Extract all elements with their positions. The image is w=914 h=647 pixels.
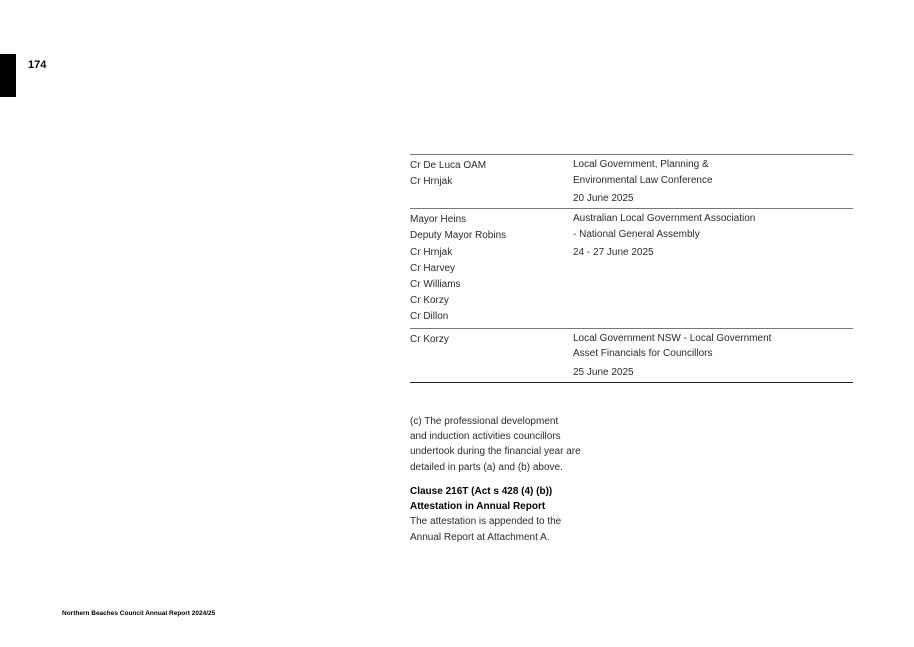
attendee-name: Cr Hrnjak [410,246,453,258]
event-name-line: Asset Financials for Councillors [573,348,713,360]
event-date: 25 June 2025 [573,366,634,378]
event-date: 24 - 27 June 2025 [573,247,654,259]
clause-heading-line: Attestation in Annual Report [410,501,546,513]
page-edge-tab [0,54,16,97]
attendees-cell [410,329,573,382]
table-row [410,209,853,328]
table-row [410,329,853,383]
page-footer: Northern Beaches Council Annual Report 2024/25 [62,610,216,617]
page-number: 174 [28,59,47,71]
attendee-name: Deputy Mayor Robins [410,230,507,242]
attendee-name: Cr Korzy [410,333,449,345]
attendee-name: Cr Dillon [410,311,449,323]
note-line: detailed in parts (a) and (b) above. [410,461,563,473]
attendee-name: Cr Williams [410,278,461,290]
event-name-line: Local Government NSW - Local Government [573,332,772,344]
event-cell [573,329,853,382]
table-row [410,155,853,209]
clause-heading-line: Clause 216T (Act s 428 (4) (b)) [410,486,553,497]
events-table [410,154,853,383]
attendees-cell [410,155,573,208]
clause-section [410,484,590,545]
note-line: undertook during the financial year are [410,446,581,458]
event-name-line: Environmental Law Conference [573,174,713,186]
attendee-name: Cr Hrnjak [410,176,453,188]
attendee-name: Cr De Luca OAM [410,160,487,171]
note-line: and induction activities councillors [410,431,561,443]
attendee-name: Mayor Heins [410,214,467,226]
event-name-line: Local Government, Planning & [573,159,709,170]
event-name-line: - National General Assembly [573,228,700,240]
event-date: 20 June 2025 [573,193,634,205]
attendees-cell [410,209,573,327]
development-note [410,414,590,475]
attendee-name: Cr Korzy [410,295,449,307]
clause-body-line: The attestation is appended to the [410,516,562,528]
event-cell [573,209,853,327]
event-name-line: Australian Local Government Association [573,213,756,225]
attendee-name: Cr Harvey [410,262,456,274]
event-cell [573,155,853,208]
note-line: (c) The professional development [410,416,559,427]
clause-body-line: Annual Report at Attachment A. [410,531,550,543]
